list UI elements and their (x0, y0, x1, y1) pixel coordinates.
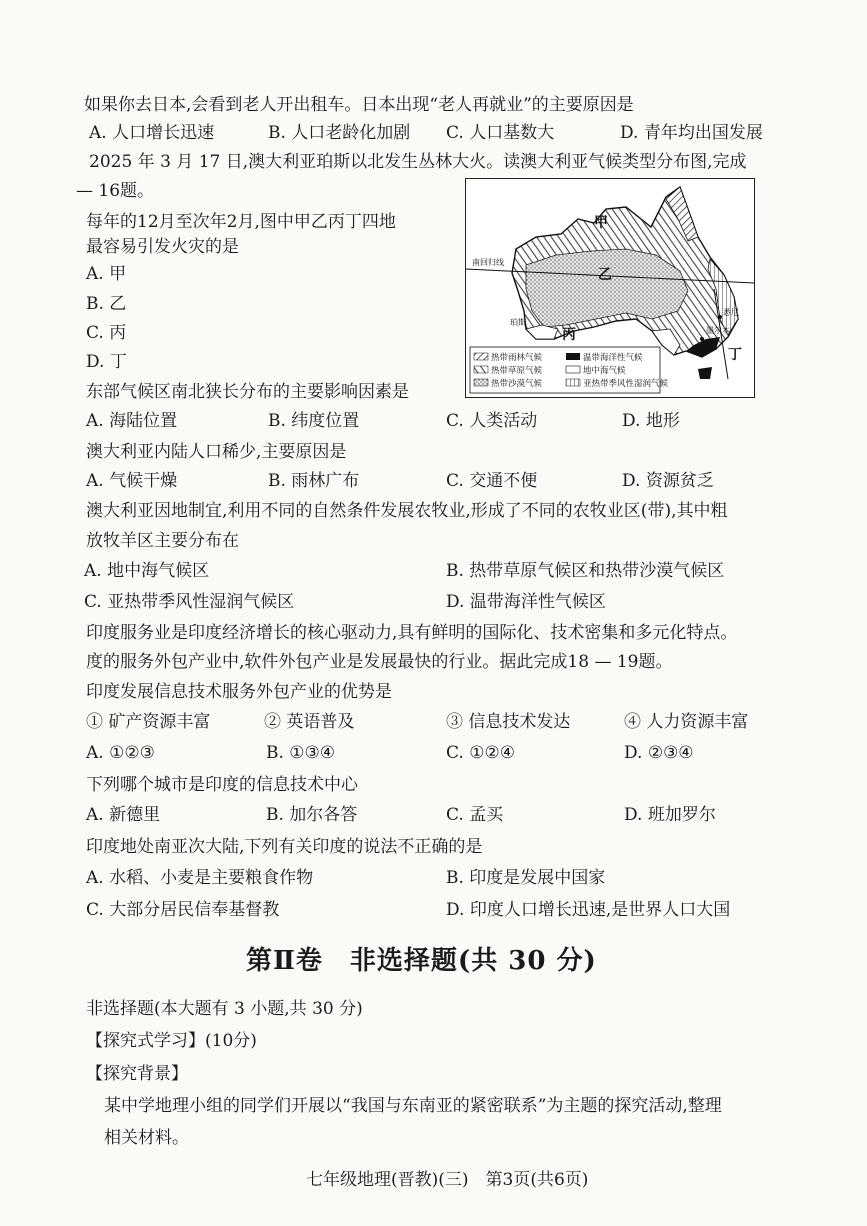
map-label-yi: 乙 (598, 267, 612, 283)
q-india-option-d: D. 印度人口增长迅速,是世界人口大国 (446, 900, 731, 920)
q-east-option-c: C. 人类活动 (446, 411, 538, 431)
q-japan-option-b: B. 人口老龄化加剧 (268, 123, 411, 143)
map-label-jia: 甲 (594, 215, 608, 231)
q-city-option-c: C. 孟买 (446, 805, 504, 825)
q-sheep-option-c: C. 亚热带季风性湿润气候区 (84, 592, 295, 612)
q-fire-option-b: B. 乙 (86, 294, 127, 314)
q-it-item-3: ③ 信息技术发达 (446, 712, 571, 732)
q-inland-stem: 澳大利亚内陆人口稀少,主要原因是 (86, 442, 347, 462)
q-japan-stem: 如果你去日本,会看到老人开出租车。日本出现“老人再就业”的主要原因是 (84, 95, 634, 115)
q-sheep-stem-2: 放牧羊区主要分布在 (86, 531, 239, 551)
q-city-option-d: D. 班加罗尔 (624, 805, 716, 825)
australia-climate-map (465, 178, 755, 398)
q-east-option-a: A. 海陆位置 (86, 411, 178, 431)
q-sheep-option-d: D. 温带海洋性气候区 (446, 592, 606, 612)
q-city-option-a: A. 新德里 (86, 805, 161, 825)
q-it-option-a: A. ①②③ (86, 743, 155, 763)
q-it-item-4: ④ 人力资源丰富 (624, 712, 749, 732)
q-it-option-c: C. ①②④ (446, 743, 515, 763)
section-2-para-1: 某中学地理小组的同学们开展以“我国与东南亚的紧密联系”为主题的探究活动,整理 (104, 1096, 722, 1116)
section-2-para-2: 相关材料。 (104, 1128, 189, 1148)
map-label-bing: 丙 (562, 327, 576, 343)
map-label-tropic: 南回归线 (472, 258, 504, 267)
q-japan-option-c: C. 人口基数大 (446, 123, 555, 143)
q-india-option-c: C. 大部分居民信奉基督教 (86, 900, 280, 920)
q-it-option-b: B. ①③④ (266, 743, 336, 763)
map-label-sydney: 悉尼 (723, 308, 739, 317)
q-east-option-b: B. 纬度位置 (268, 411, 360, 431)
q-fire-stem-1: 每年的12月至次年2月,图中甲乙丙丁四地 (86, 212, 396, 232)
section-2-study: 【探究式学习】(10分) (86, 1031, 257, 1051)
legend-mediterranean: 地中海气候 (583, 366, 626, 376)
q-inland-option-c: C. 交通不便 (446, 471, 538, 491)
intro-australia-line2: — 16题。 (76, 181, 155, 201)
q-it-item-2: ② 英语普及 (264, 712, 355, 732)
q-it-item-1: ① 矿产资源丰富 (86, 712, 211, 732)
q-fire-option-a: A. 甲 (86, 264, 127, 284)
q-fire-option-c: C. 丙 (86, 323, 127, 343)
section-2-title: 第Ⅱ卷 非选择题(共 30 分) (246, 946, 597, 976)
legend-subtropical-humid: 亚热带季风性湿润气候 (583, 379, 669, 389)
legend-savanna: 热带草原气候 (491, 366, 543, 376)
legend-rainforest: 热带雨林气候 (491, 353, 543, 363)
q-fire-stem-2: 最容易引发火灾的是 (86, 237, 239, 257)
q-japan-option-d: D. 青年均出国发展 (620, 123, 763, 143)
legend-temperate-oceanic: 温带海洋性气候 (583, 353, 643, 363)
q-fire-option-d: D. 丁 (86, 352, 127, 372)
q-japan-option-a: A. 人口增长迅速 (89, 123, 215, 143)
q-east-stem: 东部气候区南北狭长分布的主要影响因素是 (86, 382, 409, 402)
q-india-stem: 印度地处南亚次大陆,下列有关印度的说法不正确的是 (86, 837, 483, 857)
q-east-option-d: D. 地形 (622, 411, 680, 431)
map-label-perth: 珀斯 (510, 318, 526, 327)
page-footer: 七年级地理(晋教)(三) 第3页(共6页) (306, 1170, 589, 1190)
intro-australia-line1: 2025 年 3 月 17 日,澳大利亚珀斯以北发生丛林大火。读澳大利亚气候类型分布图,完成 (89, 152, 747, 172)
q-it-option-d: D. ②③④ (624, 743, 694, 763)
intro-india-line1: 印度服务业是印度经济增长的核心驱动力,具有鲜明的国际化、技术密集和多元化特点。 (86, 623, 738, 643)
q-sheep-option-a: A. 地中海气候区 (84, 561, 210, 581)
q-inland-option-b: B. 雨林广布 (268, 471, 360, 491)
q-sheep-option-b: B. 热带草原气候区和热带沙漠气候区 (446, 561, 725, 581)
q-inland-option-d: D. 资源贫乏 (622, 471, 714, 491)
q-inland-option-a: A. 气候干燥 (86, 471, 178, 491)
intro-india-line2: 度的服务外包产业中,软件外包产业是发展最快的行业。据此完成18 — 19题。 (86, 652, 673, 672)
section-2-background: 【探究背景】 (86, 1064, 188, 1084)
section-2-sub: 非选择题(本大题有 3 小题,共 30 分) (86, 999, 363, 1019)
q-city-stem: 下列哪个城市是印度的信息技术中心 (86, 775, 358, 795)
q-india-option-b: B. 印度是发展中国家 (446, 868, 606, 888)
map-label-ding: 丁 (728, 347, 742, 363)
q-sheep-stem-1: 澳大利亚因地制宜,利用不同的自然条件发展农牧业,形成了不同的农牧业区(带),其中粗 (86, 501, 728, 521)
map-label-melbourne: 墨尔本 (706, 326, 730, 335)
q-it-stem: 印度发展信息技术服务外包产业的优势是 (86, 682, 392, 702)
q-india-option-a: A. 水稻、小麦是主要粮食作物 (86, 868, 314, 888)
q-city-option-b: B. 加尔各答 (266, 805, 358, 825)
legend-desert: 热带沙漠气候 (491, 379, 543, 389)
map-legend (470, 347, 669, 393)
